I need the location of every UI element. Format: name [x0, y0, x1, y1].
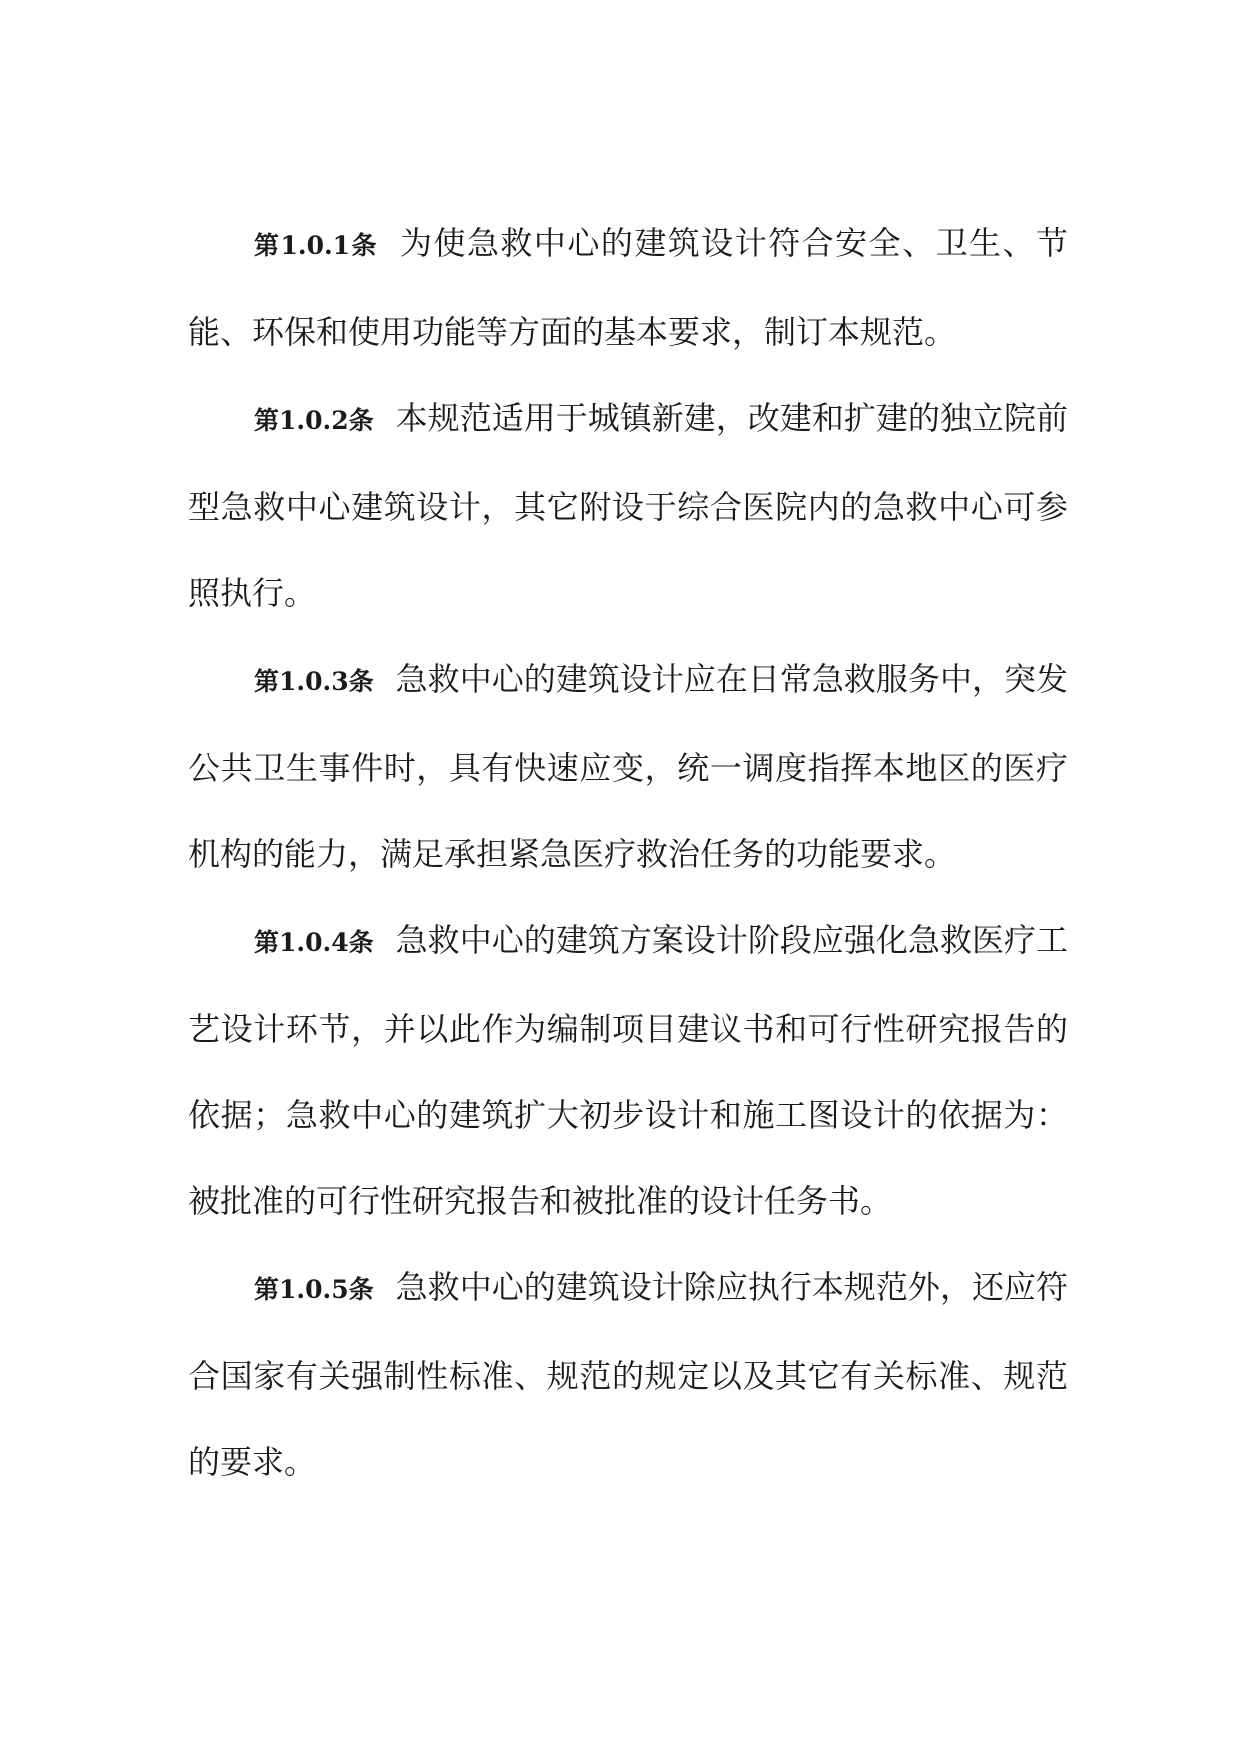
clause-number: 第1.0.2条: [254, 406, 374, 435]
clause-1-0-4: [188, 897, 1068, 1244]
clause-text: 急救中心的建筑方案设计阶段应强化急救医疗工艺设计环节，并以此作为编制项目建议书和可行性研究报告的依据；急救中心的建筑扩大初步设计和施工图设计的依据为：被批准的可行性研究报告和被批准的设计任务书。: [188, 921, 1068, 1220]
clause-number: 第1.0.3条: [254, 667, 374, 696]
clause-number: 第1.0.5条: [254, 1275, 374, 1304]
clause-text: 急救中心的建筑设计应在日常急救服务中，突发公共卫生事件时，具有快速应变，统一调度指挥本地区的医疗机构的能力，满足承担紧急医疗救治任务的功能要求。: [188, 660, 1068, 873]
clause-number: 第1.0.1条: [254, 231, 379, 260]
clause-1-0-3: [188, 636, 1068, 897]
clause-1-0-1: [188, 200, 1068, 375]
clause-number: 第1.0.4条: [254, 928, 374, 957]
clause-text: 急救中心的建筑设计除应执行本规范外，还应符合国家有关强制性标准、规范的规定以及其它有关标准、规范的要求。: [188, 1268, 1068, 1481]
document-body: [188, 200, 1068, 1505]
clause-1-0-2: [188, 375, 1068, 636]
clause-text: 为使急救中心的建筑设计符合安全、卫生、节能、环保和使用功能等方面的基本要求，制订本规范。: [188, 224, 1068, 351]
clause-1-0-5: [188, 1244, 1068, 1505]
clause-text: 本规范适用于城镇新建，改建和扩建的独立院前型急救中心建筑设计，其它附设于综合医院内的急救中心可参照执行。: [188, 399, 1068, 612]
